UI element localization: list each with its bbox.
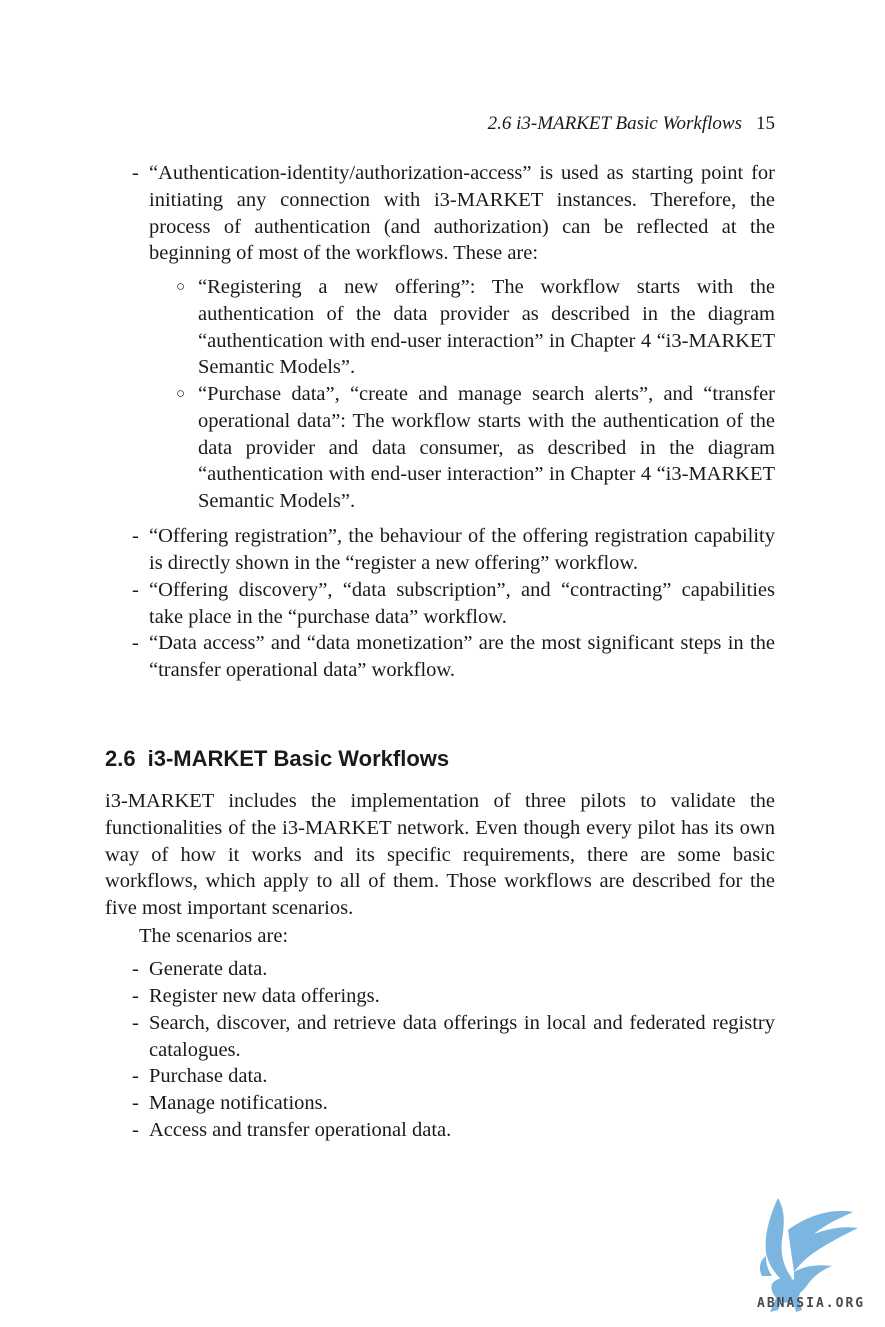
list-item bbox=[132, 577, 775, 631]
dash-bullet: - bbox=[132, 162, 139, 184]
list-item-text: “Authentication-identity/authorization-access” is used as starting point for initiating any connection with i3-MARKET instances. Therefore, the process of authentication (and authorization) can be reflected at the beginning of most of the workflows. These are: bbox=[149, 162, 775, 265]
scenario-text: Manage notifications. bbox=[149, 1092, 328, 1114]
list-item bbox=[132, 983, 775, 1010]
dash-bullet: - bbox=[132, 525, 139, 547]
scenario-text: Generate data. bbox=[149, 958, 268, 980]
dash-bullet: - bbox=[132, 1119, 139, 1141]
dash-bullet: - bbox=[132, 1092, 139, 1114]
scenario-text: Search, discover, and retrieve data offerings in local and federated registry catalogues. bbox=[149, 1012, 775, 1061]
sub-list-item-text: “Purchase data”, “create and manage search alerts”, and “transfer operational data”: The workflow starts with the authentication of the data provider and data consumer, as described in the diagram “authentication with end-user interaction” in Chapter 4 “i3-MARKET Semantic Models”. bbox=[198, 383, 775, 513]
section-number: 2.6 bbox=[105, 746, 136, 771]
scenario-text: Register new data offerings. bbox=[149, 985, 380, 1007]
page-number: 15 bbox=[756, 113, 775, 134]
list-item bbox=[132, 1010, 775, 1064]
sub-list-item-text: “Registering a new offering”: The workflow starts with the authentication of the data provider as described in the diagram “authentication with end-user interaction” in Chapter 4 “i3-MARKET Semantic Models”. bbox=[198, 276, 775, 379]
section-heading bbox=[105, 744, 449, 774]
list-item-text: “Offering registration”, the behaviour of the offering registration capability is directly shown in the “register a new offering” workflow. bbox=[149, 525, 775, 574]
watermark-text: ABNASIA.ORG bbox=[757, 1296, 866, 1311]
intro-paragraph: i3-MARKET includes the implementation of three pilots to validate the functionalities of the i3-MARKET network. Even though every pilot has its own way of how it works and its specific requirements, there are some basic workflows, which apply to all of them. Those workflows are described for the five most important scenarios. bbox=[105, 790, 775, 920]
list-item bbox=[132, 1117, 775, 1144]
sub-list-item bbox=[176, 381, 775, 515]
circle-bullet-icon: ○ bbox=[176, 386, 186, 402]
scenario-text: Access and transfer operational data. bbox=[149, 1119, 452, 1141]
list-item-text: “Data access” and “data monetization” are the most significant steps in the “transfer operational data” workflow. bbox=[149, 632, 775, 681]
dash-bullet: - bbox=[132, 985, 139, 1007]
list-item bbox=[132, 160, 775, 267]
circle-bullet-icon: ○ bbox=[176, 279, 186, 295]
list-item bbox=[132, 630, 775, 684]
dash-bullet: - bbox=[132, 1065, 139, 1087]
dash-bullet: - bbox=[132, 632, 139, 654]
dash-bullet: - bbox=[132, 1012, 139, 1034]
list-item bbox=[132, 956, 775, 983]
list-item bbox=[132, 1090, 775, 1117]
list-item bbox=[132, 1063, 775, 1090]
sub-list-item bbox=[176, 274, 775, 381]
scenarios-lead: The scenarios are: bbox=[139, 925, 289, 947]
running-header bbox=[105, 112, 775, 136]
running-header-title: 2.6 i3-MARKET Basic Workflows bbox=[487, 113, 742, 134]
dash-bullet: - bbox=[132, 579, 139, 601]
section-title: i3-MARKET Basic Workflows bbox=[147, 746, 450, 771]
scenario-text: Purchase data. bbox=[149, 1065, 268, 1087]
list-item-text: “Offering discovery”, “data subscription”, and “contracting” capabilities take place in the “purchase data” workflow. bbox=[149, 579, 775, 628]
list-item bbox=[132, 523, 775, 577]
dash-bullet: - bbox=[132, 958, 139, 980]
